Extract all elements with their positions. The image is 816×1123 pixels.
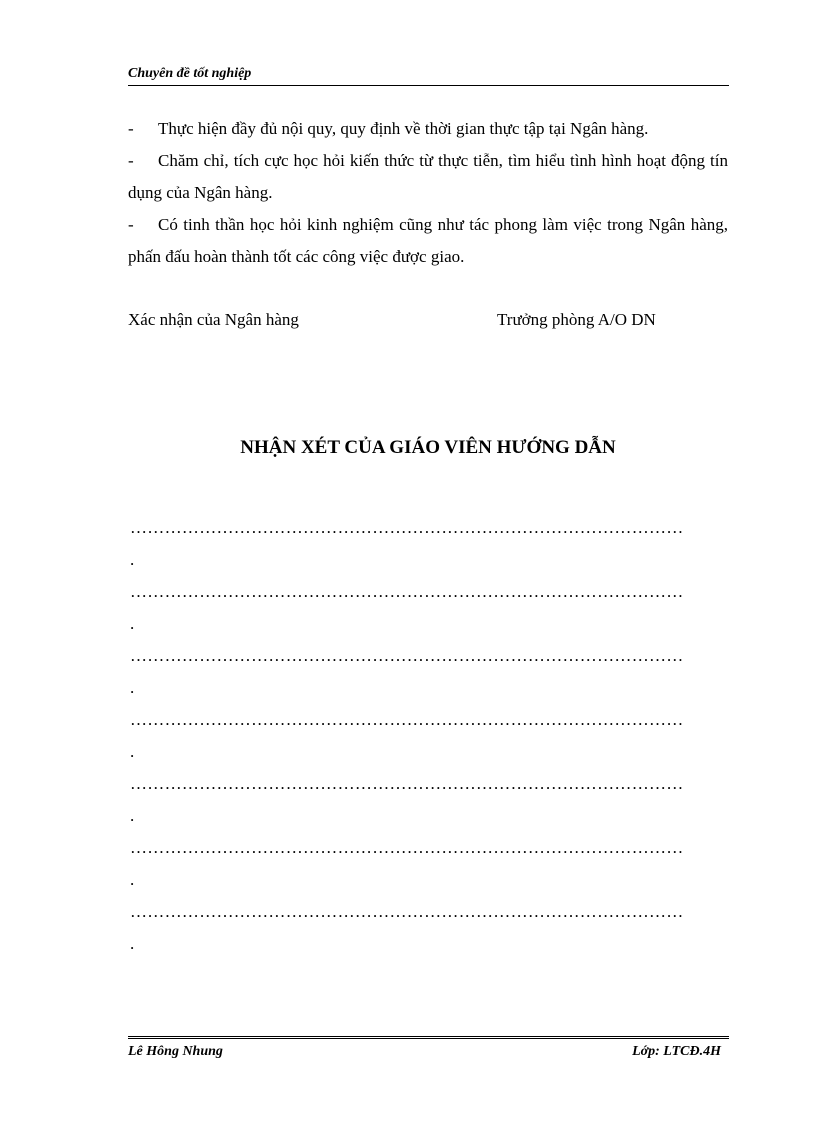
comment-line: …………………………………………………………………………………… — [130, 518, 684, 537]
list-item-text: Có tinh thần học hỏi kinh nghiệm cũng như tác phong làm việc trong Ngân hàng, phấn đấu hoàn thành tốt các công việc được giao. — [128, 215, 728, 266]
comment-line-tail: . — [130, 742, 135, 761]
list-item — [128, 145, 728, 209]
list-item — [128, 209, 728, 273]
list-item-text: Thực hiện đầy đủ nội quy, quy định về thời gian thực tập tại Ngân hàng. — [158, 119, 649, 138]
comment-line-tail: . — [130, 934, 135, 953]
page-header — [128, 64, 729, 86]
comment-area — [130, 512, 728, 960]
section-title: NHẬN XÉT CỦA GIÁO VIÊN HƯỚNG DẪN — [240, 437, 616, 458]
comment-line-tail: . — [130, 806, 135, 825]
comment-line-tail: . — [130, 870, 135, 889]
comment-line: …………………………………………………………………………………… — [130, 582, 684, 601]
comment-line: …………………………………………………………………………………… — [130, 774, 684, 793]
list-dash: - — [128, 215, 134, 234]
list-dash: - — [128, 119, 134, 138]
comment-line: …………………………………………………………………………………… — [130, 902, 684, 921]
footer-author: Lê Hông Nhung — [128, 1044, 223, 1059]
comment-line-tail: . — [130, 550, 135, 569]
signature-row — [128, 306, 728, 334]
page-footer — [128, 1036, 729, 1063]
comment-line: …………………………………………………………………………………… — [130, 646, 684, 665]
bank-confirmation-label: Xác nhận của Ngân hàng — [128, 310, 299, 329]
comment-line-tail: . — [130, 678, 135, 697]
body-text — [128, 113, 728, 273]
list-item-text: Chăm chỉ, tích cực học hỏi kiến thức từ thực tiễn, tìm hiểu tình hình hoạt động tín dụng của Ngân hàng. — [128, 151, 728, 202]
list-item — [128, 113, 728, 145]
footer-class: Lớp: LTCĐ.4H — [632, 1044, 721, 1059]
department-head-label: Trưởng phòng A/O DN — [497, 310, 656, 329]
comment-line-tail: . — [130, 614, 135, 633]
header-title: Chuyên đề tốt nghiệp — [128, 66, 252, 81]
comment-line: …………………………………………………………………………………… — [130, 710, 684, 729]
list-dash: - — [128, 151, 134, 170]
comment-line: …………………………………………………………………………………… — [130, 838, 684, 857]
